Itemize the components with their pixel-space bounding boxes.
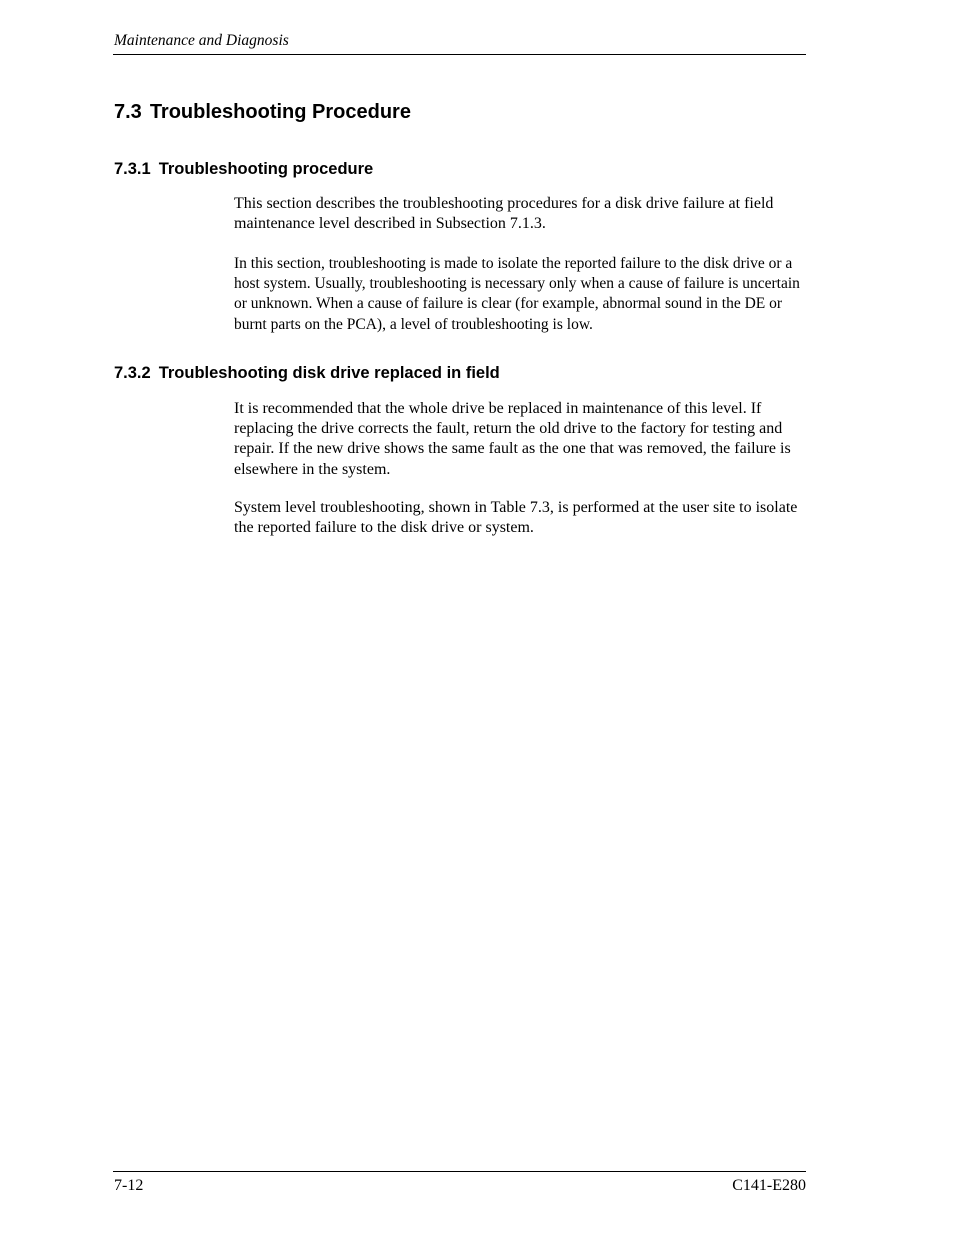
page-number: 7-12	[114, 1177, 144, 1194]
subsection-title: Troubleshooting disk drive replaced in field	[158, 364, 500, 382]
body-paragraph: System level troubleshooting, shown in Table 7.3, is performed at the user site to isolate the reported failure to the disk drive or system.	[234, 499, 798, 537]
body-paragraph: In this section, troubleshooting is made to isolate the reported failure to the disk drive or a host system. Usually, troubleshooting is necessary only when a cause of failure is uncertain or unknown. When a cause of failure is clear (for example, abnormal sound in the DE or burnt parts on the PCA), a level of troubleshooting is low.	[234, 255, 800, 333]
subsection-number: 7.3.2	[114, 364, 151, 382]
subsection-number: 7.3.1	[114, 160, 151, 178]
body-paragraph: It is recommended that the whole drive be replaced in maintenance of this level. If replacing the drive corrects the fault, return the old drive to the factory for testing and repair. If the new drive shows the same fault as the one that was removed, the failure is elsewhere in the system.	[234, 400, 791, 478]
section-heading	[114, 100, 411, 124]
subsection-title: Troubleshooting procedure	[158, 160, 374, 178]
subsection-heading-7-3-1	[114, 159, 373, 179]
footer-divider	[113, 1171, 806, 1172]
running-header-title: Maintenance and Diagnosis	[114, 32, 289, 49]
section-number: 7.3	[114, 101, 142, 123]
header-divider	[113, 54, 806, 55]
document-code: C141-E280	[732, 1177, 806, 1194]
subsection-heading-7-3-2	[114, 363, 500, 383]
body-paragraph: This section describes the troubleshooting procedures for a disk drive failure at field maintenance level described in Subsection 7.1.3.	[234, 195, 774, 233]
section-title: Troubleshooting Procedure	[149, 101, 411, 123]
